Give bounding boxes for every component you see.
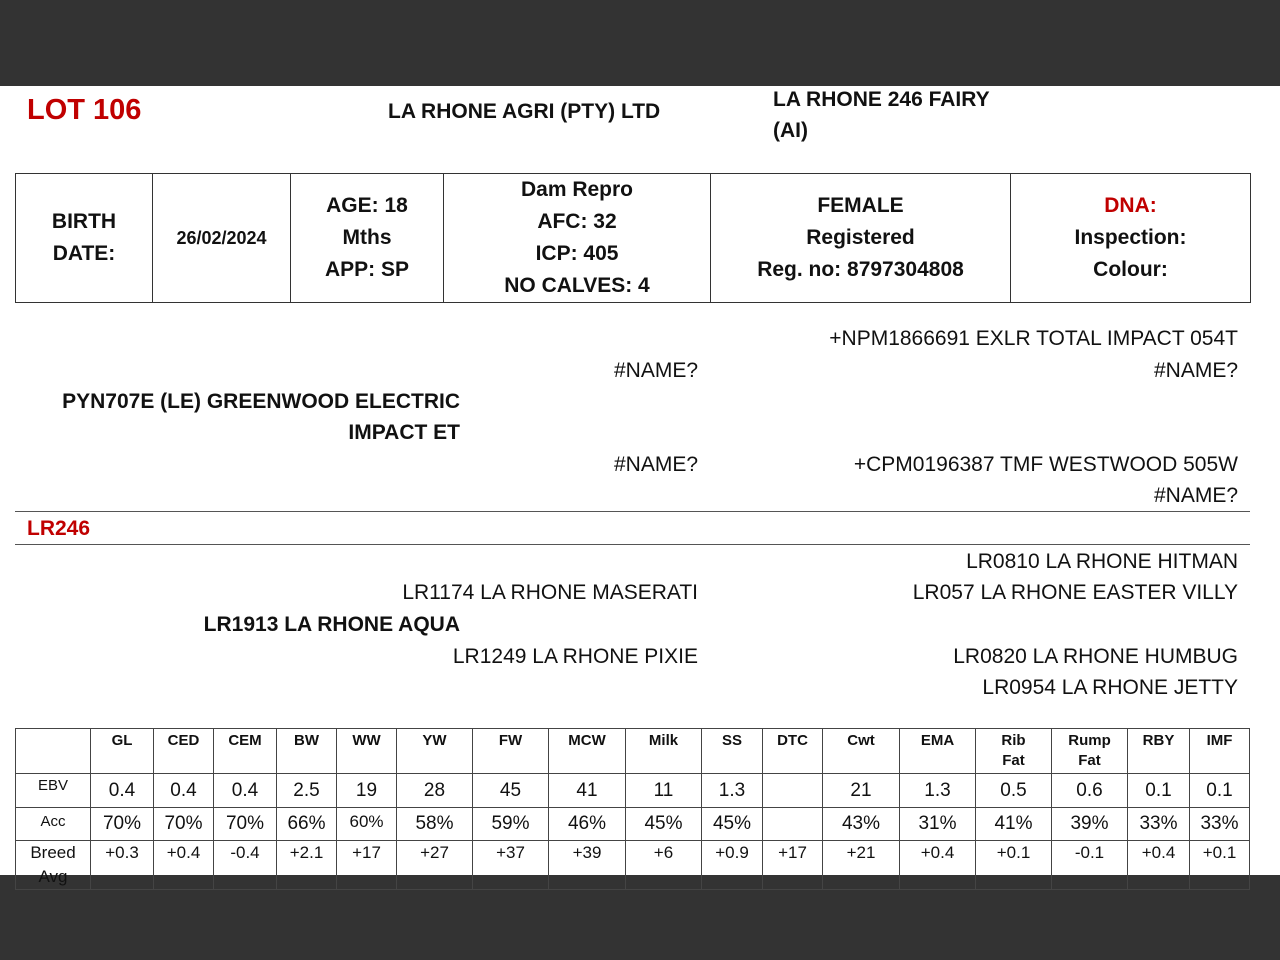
dam-granddam-1: LR057 LA RHONE EASTER VILLY xyxy=(912,581,1238,604)
acc-rby: 33% xyxy=(1128,808,1190,841)
ebv-milk: 11 xyxy=(626,774,702,808)
ebv-rump-fat: 0.6 xyxy=(1052,774,1128,808)
corner-cell xyxy=(16,729,91,774)
sire-grandsire-1: +NPM1866691 EXLR TOTAL IMPACT 054T xyxy=(829,327,1238,350)
avg-milk: +6 xyxy=(626,841,702,890)
ebv-header-row xyxy=(16,729,1250,774)
row-label-acc: Acc xyxy=(16,808,91,841)
acc-dtc xyxy=(763,808,823,841)
dam-repro-cell xyxy=(444,174,711,303)
header-dtc: DTC xyxy=(763,729,823,774)
acc-mcw: 46% xyxy=(549,808,626,841)
sex-value: FEMALE xyxy=(817,194,904,217)
dam-grandsire-1: LR0810 LA RHONE HITMAN xyxy=(966,550,1238,573)
ebv-ema: 1.3 xyxy=(900,774,976,808)
dam-sire: LR1174 LA RHONE MASERATI xyxy=(402,581,698,604)
afc-value: AFC: 32 xyxy=(537,210,617,233)
avg-gl: +0.3 xyxy=(91,841,154,890)
animal-tag: LR246 xyxy=(27,517,91,540)
sire-grandsire-2-sub: #NAME? xyxy=(1153,484,1238,507)
registration-cell xyxy=(711,174,1011,303)
acc-fw: 59% xyxy=(473,808,549,841)
colour-label: Colour: xyxy=(1093,258,1168,281)
birth-label-line2: DATE: xyxy=(52,242,116,265)
acc-gl: 70% xyxy=(91,808,154,841)
dam-repro-title: Dam Repro xyxy=(520,178,634,201)
age-unit: Mths xyxy=(342,226,392,249)
inspection-label: Inspection: xyxy=(1074,226,1187,249)
row-label-breed-avg xyxy=(16,841,91,890)
divider-top xyxy=(15,511,1250,512)
ebv-rib-fat: 0.5 xyxy=(976,774,1052,808)
dam-grandsire-2: LR0820 LA RHONE HUMBUG xyxy=(953,645,1238,668)
avg-ss: +0.9 xyxy=(702,841,763,890)
accuracy-row xyxy=(16,808,1250,841)
dna-label: DNA: xyxy=(1104,194,1157,217)
acc-bw: 66% xyxy=(277,808,337,841)
acc-ema: 31% xyxy=(900,808,976,841)
header-yw: YW xyxy=(397,729,473,774)
ebv-ss: 1.3 xyxy=(702,774,763,808)
age-cell xyxy=(291,174,444,303)
avg-cem: -0.4 xyxy=(214,841,277,890)
avg-fw: +37 xyxy=(473,841,549,890)
birth-date-value: 26/02/2024 xyxy=(153,174,291,303)
breeder-name: LA RHONE AGRI (PTY) LTD xyxy=(388,100,661,123)
age-value: AGE: 18 xyxy=(326,194,408,217)
acc-milk: 45% xyxy=(626,808,702,841)
lot-number: LOT 106 xyxy=(27,94,142,126)
header-rib-fat: Rib Fat xyxy=(976,729,1052,774)
ebv-cwt: 21 xyxy=(823,774,900,808)
header-cwt: Cwt xyxy=(823,729,900,774)
acc-imf: 33% xyxy=(1190,808,1250,841)
acc-cwt: 43% xyxy=(823,808,900,841)
avg-rib-fat: +0.1 xyxy=(976,841,1052,890)
acc-rump-fat: 39% xyxy=(1052,808,1128,841)
breed-avg-label-line1: Breed xyxy=(30,843,76,862)
sire-grandsire-2: +CPM0196387 TMF WESTWOOD 505W xyxy=(853,453,1238,476)
header-rby: RBY xyxy=(1128,729,1190,774)
breed-avg-label-line2: Avg xyxy=(38,867,68,886)
dna-cell xyxy=(1011,174,1251,303)
avg-yw: +27 xyxy=(397,841,473,890)
sire-sire-placeholder: #NAME? xyxy=(613,359,698,382)
animal-name-line1: LA RHONE 246 FAIRY xyxy=(773,88,990,111)
sire-dam-placeholder: #NAME? xyxy=(613,453,698,476)
ebv-yw: 28 xyxy=(397,774,473,808)
avg-bw: +2.1 xyxy=(277,841,337,890)
ebv-fw: 45 xyxy=(473,774,549,808)
acc-ss: 45% xyxy=(702,808,763,841)
avg-mcw: +39 xyxy=(549,841,626,890)
dam-dam: LR1249 LA RHONE PIXIE xyxy=(452,645,698,668)
avg-rump-fat: -0.1 xyxy=(1052,841,1128,890)
ebv-ww: 19 xyxy=(337,774,397,808)
no-calves-value: NO CALVES: 4 xyxy=(504,274,650,297)
header-cem: CEM xyxy=(214,729,277,774)
avg-ced: +0.4 xyxy=(154,841,214,890)
sire-name-line2: IMPACT ET xyxy=(348,421,460,444)
avg-rby: +0.4 xyxy=(1128,841,1190,890)
header-bw: BW xyxy=(277,729,337,774)
acc-rib-fat: 41% xyxy=(976,808,1052,841)
ebv-cem: 0.4 xyxy=(214,774,277,808)
row-label-ebv: EBV xyxy=(16,774,91,808)
dam-name: LR1913 LA RHONE AQUA xyxy=(203,613,460,636)
lot-sheet-page xyxy=(0,86,1280,886)
animal-name xyxy=(773,84,990,146)
avg-dtc: +17 xyxy=(763,841,823,890)
dam-granddam-2: LR0954 LA RHONE JETTY xyxy=(982,676,1238,699)
ebv-dtc xyxy=(763,774,823,808)
app-value: APP: SP xyxy=(324,258,410,281)
acc-ced: 70% xyxy=(154,808,214,841)
header-ema: EMA xyxy=(900,729,976,774)
header-fw: FW xyxy=(473,729,549,774)
ebv-table xyxy=(15,728,1250,890)
acc-yw: 58% xyxy=(397,808,473,841)
header-mcw: MCW xyxy=(549,729,626,774)
header-ww: WW xyxy=(337,729,397,774)
sire-name-line1: PYN707E (LE) GREENWOOD ELECTRIC xyxy=(62,390,460,413)
header-rump-fat: Rump Fat xyxy=(1052,729,1128,774)
avg-cwt: +21 xyxy=(823,841,900,890)
animal-info-table xyxy=(15,173,1251,303)
ebv-gl: 0.4 xyxy=(91,774,154,808)
birth-date-label xyxy=(16,174,153,303)
ebv-ced: 0.4 xyxy=(154,774,214,808)
sire-grandsire-1-sub: #NAME? xyxy=(1153,359,1238,382)
ebv-imf: 0.1 xyxy=(1190,774,1250,808)
registration-number: Reg. no: 8797304808 xyxy=(757,258,964,281)
avg-imf: +0.1 xyxy=(1190,841,1250,890)
acc-cem: 70% xyxy=(214,808,277,841)
ebv-row xyxy=(16,774,1250,808)
avg-ema: +0.4 xyxy=(900,841,976,890)
header-ced: CED xyxy=(154,729,214,774)
registration-status: Registered xyxy=(806,226,915,249)
breed-average-row xyxy=(16,841,1250,890)
ebv-rby: 0.1 xyxy=(1128,774,1190,808)
ebv-bw: 2.5 xyxy=(277,774,337,808)
divider-bottom xyxy=(15,544,1250,545)
avg-ww: +17 xyxy=(337,841,397,890)
header-imf: IMF xyxy=(1190,729,1250,774)
animal-name-line2: (AI) xyxy=(773,119,808,142)
header-gl: GL xyxy=(91,729,154,774)
birth-label-line1: BIRTH xyxy=(51,210,117,233)
ebv-mcw: 41 xyxy=(549,774,626,808)
icp-value: ICP: 405 xyxy=(535,242,619,265)
header-ss: SS xyxy=(702,729,763,774)
header-milk: Milk xyxy=(626,729,702,774)
acc-ww: 60% xyxy=(337,808,397,841)
